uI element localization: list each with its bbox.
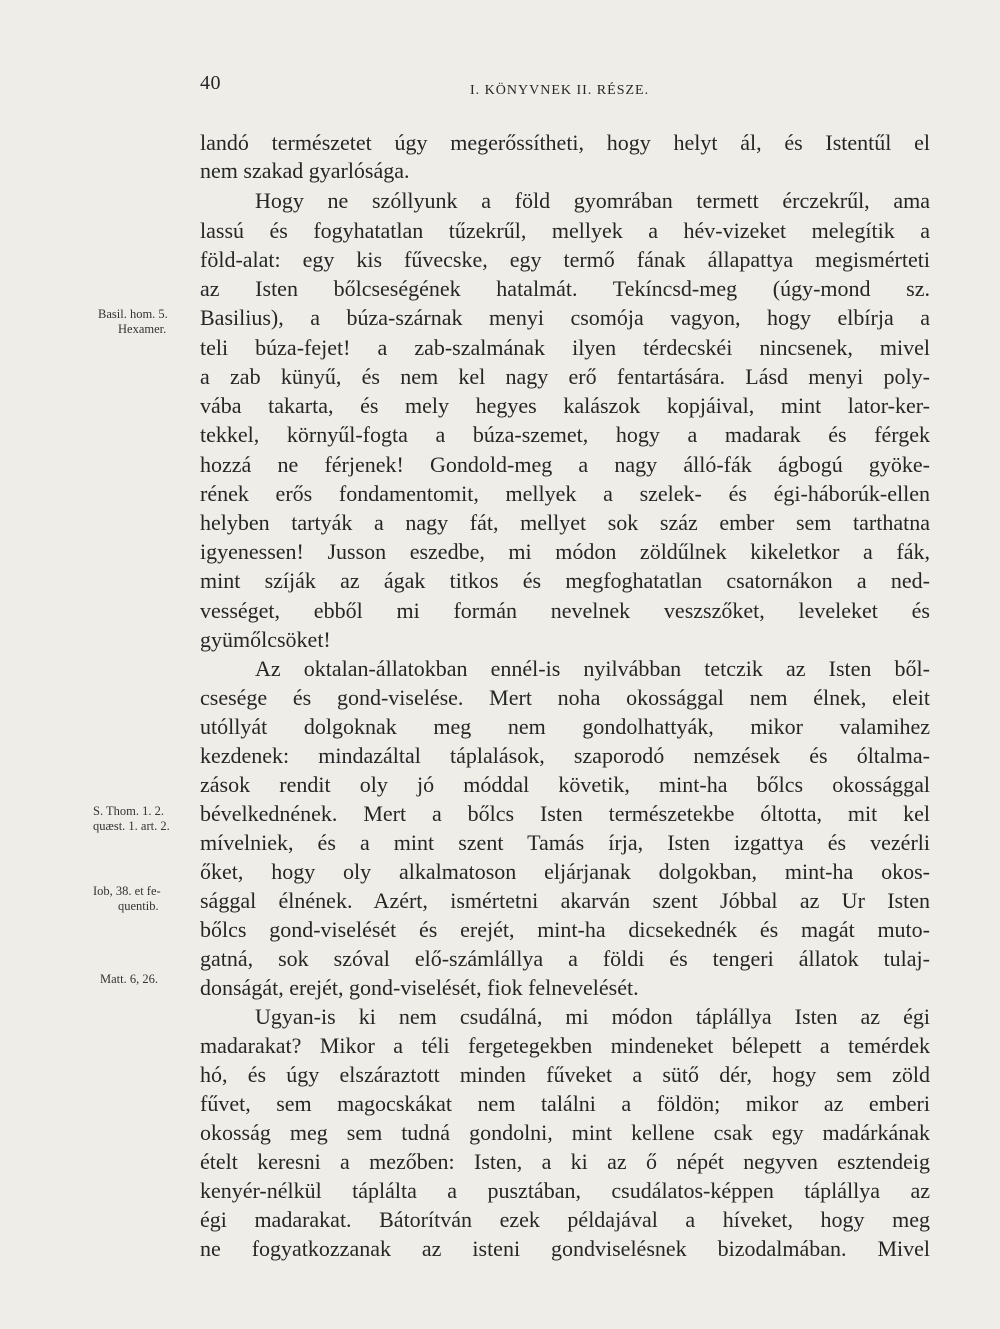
- margin-note-basil: Basil. hom. 5.: [98, 307, 168, 321]
- text-line: fűvet, sem magocskákat nem találni a földön; mikor az emberi: [200, 1091, 930, 1116]
- text-line: égi madarakat. Bátorítván ezek példajával a híveket, hogy meg: [200, 1207, 930, 1232]
- text-line: csesége és gond-viselése. Mert noha okossággal nem élnek, eleit: [200, 685, 930, 710]
- text-line: nem szakad gyarlósága.: [200, 158, 410, 183]
- text-line: ne fogyatkozzanak az isteni gondviselésnek bizodalmában. Mivel: [200, 1236, 930, 1261]
- text-line: kenyér-nélkül táplálta a pusztában, csudálatos-képpen táplállya az: [200, 1178, 930, 1203]
- text-line: zások rendit oly jó móddal követik, mint-ha bőlcs okossággal: [200, 772, 930, 797]
- text-line: hozzá ne férjenek! Gondold-meg a nagy álló-fák ágbogú gyöke-: [200, 452, 930, 477]
- running-title: I. KÖNYVNEK II. RÉSZE.: [470, 83, 650, 98]
- text-line: föld-alat: egy kis fűvecske, egy termő fának állapattya megismérteti: [200, 247, 930, 272]
- text-line: Ugyan-is ki nem csudálná, mi módon táplállya Isten az égi: [255, 1004, 930, 1029]
- text-line: gatná, sok szóval elő-számlállya a földi és tengeri állatok tulaj-: [200, 946, 930, 971]
- margin-note-thomas: S. Thom. 1. 2.: [93, 804, 164, 818]
- text-line: a zab künyű, és nem kel nagy erő fentartására. Lásd menyi poly-: [200, 364, 930, 389]
- text-line: ételt keresni a mezőben: Isten, a ki az ő népét negyven esztendeig: [200, 1149, 930, 1174]
- text-line: sággal élnének. Azért, ismértetni akarván szent Jóbbal az Ur Isten: [200, 888, 930, 913]
- margin-note-hexamer: Hexamer.: [118, 322, 167, 336]
- text-line: tekkel, környűl-fogta a búza-szemet, hogy a madarak és férgek: [200, 422, 930, 447]
- text-line: mívelniek, és a mint szent Tamás írja, Isten izgattya és vezérli: [200, 830, 930, 855]
- text-line: vességet, ebből mi formán nevelnek veszszőket, leveleket és: [200, 598, 930, 623]
- text-line: vába takarta, és mely hegyes kalászok kopjáival, mint lator-ker-: [200, 393, 930, 418]
- text-line: mint szíják az ágak titkos és megfoghatatlan csatornákon a ned-: [200, 568, 930, 593]
- page-number: 40: [200, 72, 221, 94]
- text-line: helyben tartyák a nagy fát, mellyet sok száz ember sem tarthatna: [200, 510, 930, 535]
- text-line: teli búza-fejet! a zab-szalmának ilyen térdecskéi nincsenek, mivel: [200, 335, 930, 360]
- margin-note-matt: Matt. 6, 26.: [100, 972, 158, 986]
- text-line: utóllyát dolgoknak meg nem gondolhattyák, mikor valamihez: [200, 714, 930, 739]
- text-line: lassú és fogyhatatlan tűzekrűl, mellyek a hév-vizeket melegítik a: [200, 218, 930, 243]
- margin-note-thomas-quaest: quæst. 1. art. 2.: [93, 819, 170, 833]
- text-line: őket, hogy oly alkalmatoson eljárjanak dolgokban, mint-ha okos-: [200, 859, 930, 884]
- text-line: hó, és úgy elszáraztott minden fűveket a sütő dér, hogy sem zöld: [200, 1062, 930, 1087]
- text-line: Hogy ne szóllyunk a föld gyomrában termett érczekrűl, ama: [255, 188, 930, 213]
- text-line: Az oktalan-állatokban ennél-is nyilvábban tetczik az Isten ből-: [255, 656, 930, 681]
- text-line: madarakat? Mikor a téli fergetegekben mindeneket bélepett a temérdek: [200, 1033, 930, 1058]
- text-line: donságát, erejét, gond-viselését, fiok felnevelését.: [200, 975, 639, 1000]
- text-line: okosság meg sem tudná gondolni, mint kellene csak egy madárkának: [200, 1120, 930, 1145]
- text-line: bőlcs gond-viselését és erejét, mint-ha dicsekednék és magát muto-: [200, 917, 930, 942]
- margin-note-iob: Iob, 38. et fe-: [93, 884, 161, 898]
- text-line: Basilius), a búza-szárnak menyi csomója vagyon, hogy elbírja a: [200, 305, 930, 330]
- margin-note-iob-quentib: quentib.: [118, 899, 159, 913]
- text-line: igyenessen! Jusson eszedbe, mi módon zöldűlnek kikeletkor a fák,: [200, 539, 930, 564]
- text-line: landó természetet úgy megerőssítheti, hogy helyt ál, és Istentűl el: [200, 130, 930, 155]
- text-line: gyümőlcsöket!: [200, 627, 331, 652]
- text-line: az Isten bőlcseségének hatalmát. Tekíncsd-meg (úgy-mond sz.: [200, 276, 930, 301]
- text-line: kezdenek: mindazáltal táplalások, szaporodó nemzések és óltalma-: [200, 743, 930, 768]
- text-line: rének erős fondamentomit, mellyek a szelek- és égi-háborúk-ellen: [200, 481, 930, 506]
- text-line: bévelkednének. Mert a bőlcs Isten természetekbe óltotta, mit kel: [200, 801, 930, 826]
